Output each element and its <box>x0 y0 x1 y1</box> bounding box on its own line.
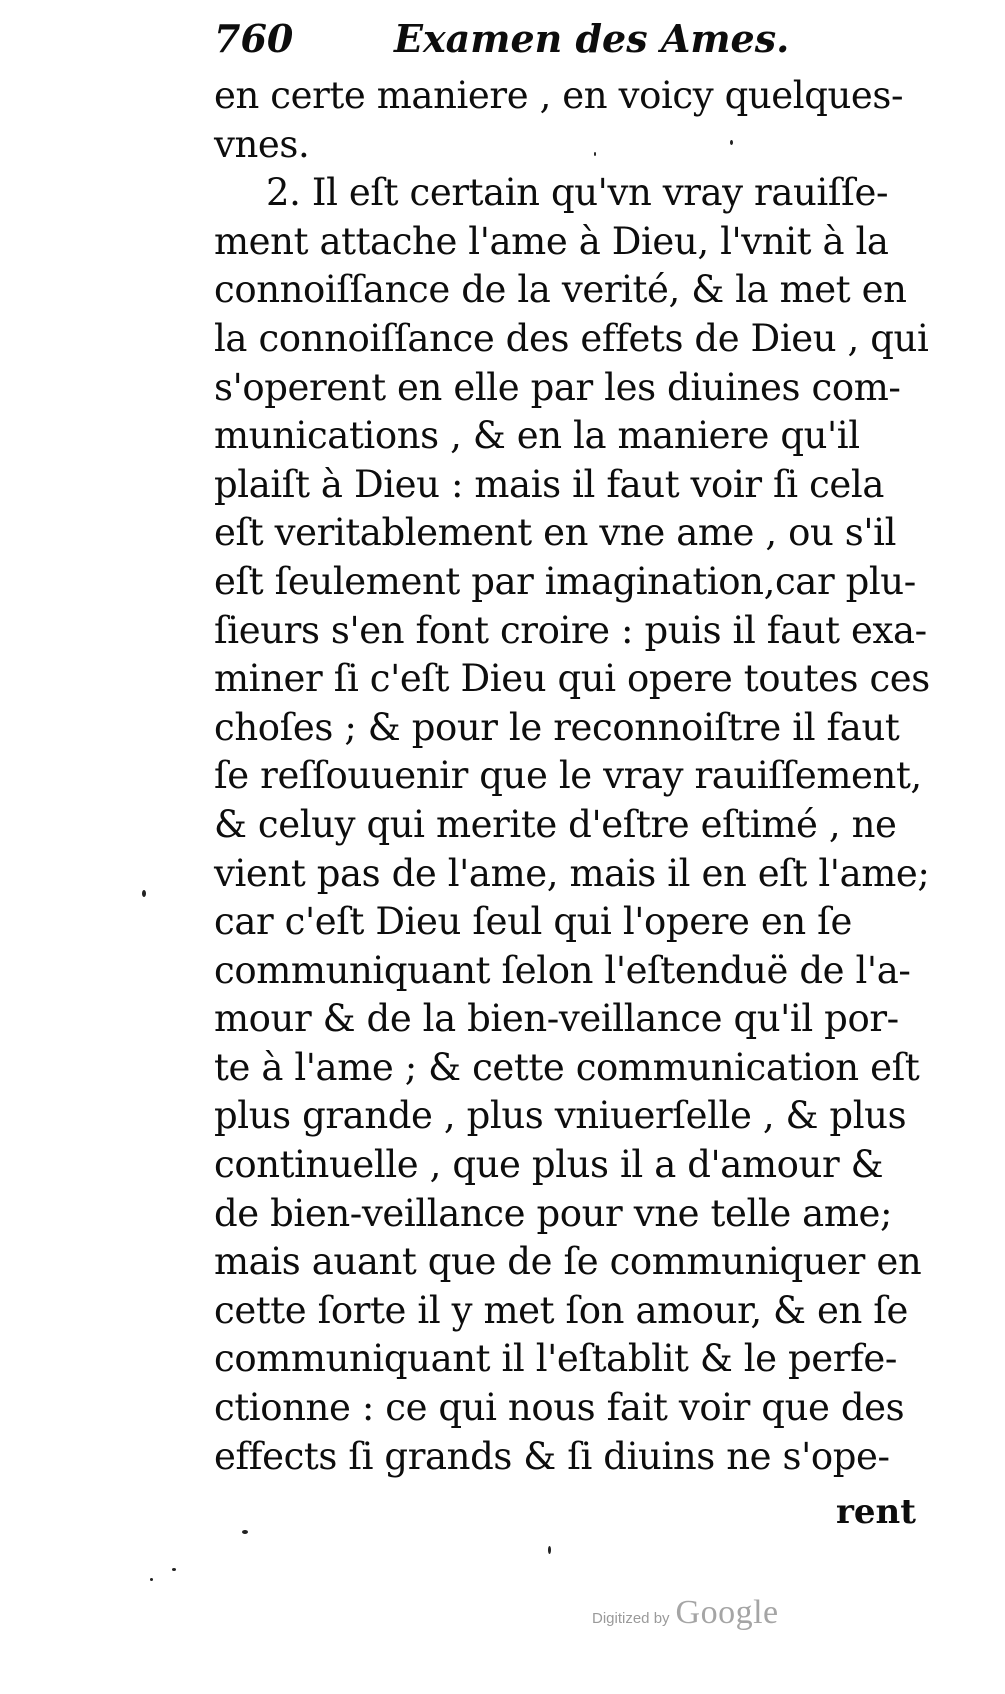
scan-speck <box>142 890 146 897</box>
text-line: te à l'ame ; & cette communication eſt <box>214 1045 920 1089</box>
text-line: miner ſi c'eſt Dieu qui opere toutes ces <box>214 657 930 701</box>
scan-speck <box>150 1578 153 1581</box>
text-line: mais auant que de ſe communiquer en <box>214 1240 922 1284</box>
text-line: car c'eſt Dieu ſeul qui l'opere en ſe <box>214 900 852 944</box>
digitized-watermark <box>592 1594 779 1634</box>
text-line: eſt veritablement en vne ame , ou s'il <box>214 511 897 555</box>
scan-speck <box>242 1530 248 1534</box>
scan-speck <box>548 1546 551 1554</box>
text-line: ctionne : ce qui nous fait voir que des <box>214 1386 905 1430</box>
body-text <box>214 72 930 1481</box>
text-line: plus grande , plus vniuerſelle , & plus <box>214 1094 907 1138</box>
page-header <box>214 14 790 64</box>
text-line: cette ſorte il y met ſon amour, & en ſe <box>214 1288 909 1332</box>
text-line: en certe maniere , en voicy quelques- <box>214 74 904 117</box>
text-line: ſieurs s'en font croire : puis il faut exa- <box>214 608 927 652</box>
text-line: s'operent en elle par les diuines com- <box>214 365 901 409</box>
text-line: 2. Il eſt certain qu'vn vray rauiſſe- <box>266 171 889 215</box>
google-logo: Google <box>675 1594 779 1631</box>
text-line: la connoiſſance des effets de Dieu , qui <box>214 316 929 360</box>
text-line: vient pas de l'ame, mais il en eſt l'ame; <box>214 851 930 895</box>
text-line: vnes. <box>214 122 310 166</box>
scan-speck <box>730 140 733 145</box>
text-line: de bien-veillance pour vne telle ame; <box>214 1191 893 1235</box>
text-line: munications , & en la maniere qu'il <box>214 414 860 458</box>
text-line: plaiſt à Dieu : mais il faut voir ſi cela <box>214 462 884 506</box>
text-line: ment attache l'ame à Dieu, l'vnit à la <box>214 219 889 263</box>
watermark-prefix: Digitized by <box>592 1610 670 1627</box>
text-line: ſe reſſouuenir que le vray rauiſſement, <box>214 754 922 798</box>
running-title: Examen des Ames. <box>394 16 790 61</box>
text-line: mour & de la bien-veillance qu'il por- <box>214 997 899 1041</box>
text-line: communiquant ſelon l'eſtenduë de l'a- <box>214 948 911 992</box>
text-line: communiquant il l'eſtablit & le perfe- <box>214 1337 897 1381</box>
text-line: & celuy qui merite d'eſtre eſtimé , ne <box>214 802 897 846</box>
catchword: rent <box>836 1492 916 1532</box>
text-line: eſt ſeulement par imagination,car plu- <box>214 559 916 603</box>
text-line: choſes ; & pour le reconnoiſtre il faut <box>214 705 900 749</box>
scan-speck <box>172 1568 176 1571</box>
text-line: effects ſi grands & ſi diuins ne s'ope- <box>214 1434 890 1478</box>
scan-speck <box>594 152 596 156</box>
text-line: continuelle , que plus il a d'amour & <box>214 1143 884 1187</box>
text-line: connoiſſance de la verité, & la met en <box>214 268 907 312</box>
page-number: 760 <box>214 16 294 61</box>
